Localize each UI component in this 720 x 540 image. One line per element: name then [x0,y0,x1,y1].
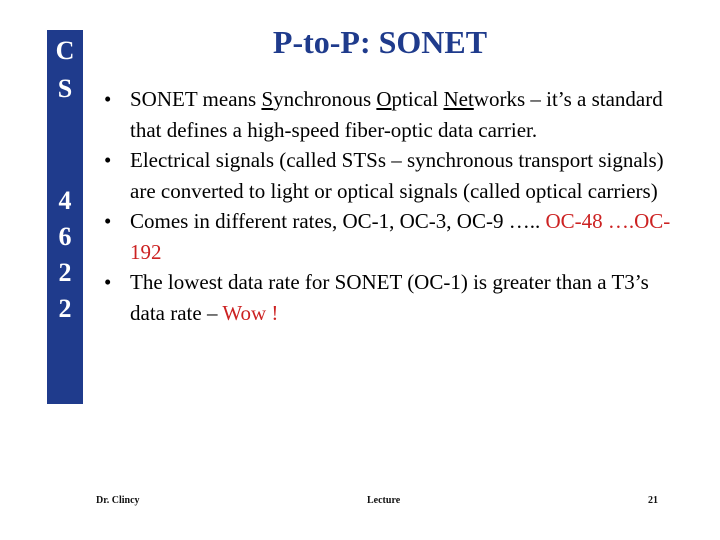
bullet-text: works – it’s a standard that defines a high-speed fiber-optic data carrier. [130,87,663,142]
sidebar-letter: 6 [58,222,72,251]
bullet-text: Electrical signals (called STSs – synchronous transport signals) are converted to light or optical signals (called optical carriers) [130,148,664,203]
course-code-sidebar [47,30,83,404]
acronym-letter: Net [443,87,474,111]
bullet-item [104,145,684,206]
slide-title: P-to-P: SONET [272,24,488,60]
sidebar-letter: C [55,36,75,65]
bullet-icon: • [104,148,112,172]
footer-author: Dr. Clincy [96,495,140,506]
bullet-item [104,84,684,145]
bullet-text: The lowest data rate for SONET (OC-1) is greater than a T3’s data rate – [130,270,649,325]
bullet-text: ptical [391,87,444,111]
footer-center: Lecture [367,495,401,506]
sidebar-letter: 2 [58,294,72,323]
acronym-letter: S [261,87,274,111]
sidebar-letter: 2 [58,258,72,287]
bullet-icon: • [104,209,112,233]
bullet-icon: • [104,270,112,294]
sidebar-letter: S [57,74,73,103]
footer-page-number: 21 [648,495,658,506]
bullet-text: ynchronous [273,87,377,111]
sidebar-letter: 4 [58,186,72,215]
acronym-letter: O [376,87,392,111]
highlight-text: OC-48 ….OC-192 [130,209,671,264]
bullet-icon: • [104,87,112,111]
bullet-text: SONET means [130,87,262,111]
bullet-text: Comes in different rates, OC-1, OC-3, OC-9 ….. [130,209,546,233]
bullet-item [104,267,684,328]
bullet-list [104,84,684,328]
highlight-text: Wow ! [222,300,279,325]
bullet-item [104,206,684,267]
